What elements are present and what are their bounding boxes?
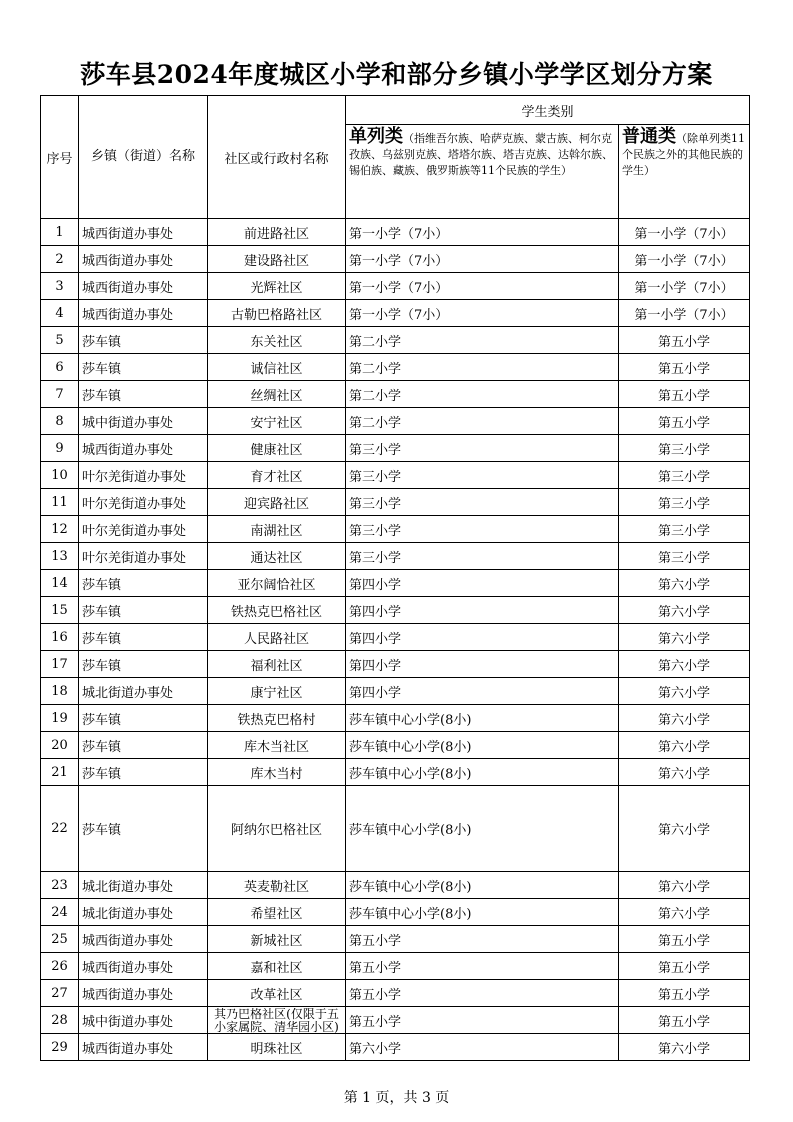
row-number: 22 xyxy=(41,786,79,872)
row-normal-school: 第六小学 xyxy=(619,899,750,926)
row-community: 健康社区 xyxy=(208,435,346,462)
page-title: 莎车县2024年度城区小学和部分乡镇小学学区划分方案 xyxy=(80,60,713,89)
row-single-school: 第四小学 xyxy=(346,597,619,624)
row-single-school: 第三小学 xyxy=(346,543,619,570)
row-number: 19 xyxy=(41,705,79,732)
page-footer: 第 1 页，共 3 页 xyxy=(343,1090,450,1106)
row-number: 16 xyxy=(41,624,79,651)
row-number: 4 xyxy=(41,300,79,327)
row-number: 8 xyxy=(41,408,79,435)
row-single-school: 第四小学 xyxy=(346,624,619,651)
row-community: 铁热克巴格社区 xyxy=(208,597,346,624)
row-community xyxy=(208,1007,346,1034)
row-community: 库木当村 xyxy=(208,759,346,786)
row-single-school: 莎车镇中心小学(8小) xyxy=(346,872,619,899)
header-single-type xyxy=(346,125,619,219)
row-single-school: 第五小学 xyxy=(346,953,619,980)
row-town: 叶尔羌街道办事处 xyxy=(79,516,208,543)
row-number: 12 xyxy=(41,516,79,543)
row-normal-school: 第六小学 xyxy=(619,570,750,597)
row-normal-school: 第六小学 xyxy=(619,1034,750,1061)
row-normal-school: 第六小学 xyxy=(619,678,750,705)
table-row xyxy=(41,678,750,705)
row-number: 1 xyxy=(41,219,79,246)
row-normal-school: 第三小学 xyxy=(619,489,750,516)
table-row xyxy=(41,759,750,786)
row-single-school: 第一小学（7小） xyxy=(346,300,619,327)
row-single-school: 第三小学 xyxy=(346,435,619,462)
table-row xyxy=(41,597,750,624)
row-single-school: 第二小学 xyxy=(346,327,619,354)
row-normal-school: 第六小学 xyxy=(619,651,750,678)
row-single-school: 第二小学 xyxy=(346,408,619,435)
table-row xyxy=(41,953,750,980)
row-number: 28 xyxy=(41,1007,79,1034)
row-community: 新城社区 xyxy=(208,926,346,953)
row-community: 南湖社区 xyxy=(208,516,346,543)
table-row xyxy=(41,705,750,732)
row-number: 15 xyxy=(41,597,79,624)
row-community-text: 其乃巴格社区(仅限于五小家属院、清华园小区) xyxy=(214,1007,339,1033)
row-town: 叶尔羌街道办事处 xyxy=(79,462,208,489)
table-row xyxy=(41,980,750,1007)
table-row xyxy=(41,273,750,300)
row-town: 莎车镇 xyxy=(79,732,208,759)
table-row xyxy=(41,489,750,516)
normal-type-note: （除单列类11个民族之外的其他民族的学生） xyxy=(622,132,745,177)
row-number: 11 xyxy=(41,489,79,516)
row-community: 前进路社区 xyxy=(208,219,346,246)
row-community: 育才社区 xyxy=(208,462,346,489)
row-single-school: 第三小学 xyxy=(346,489,619,516)
row-town: 城西街道办事处 xyxy=(79,246,208,273)
row-number: 24 xyxy=(41,899,79,926)
row-town: 城西街道办事处 xyxy=(79,219,208,246)
row-community: 人民路社区 xyxy=(208,624,346,651)
row-community: 迎宾路社区 xyxy=(208,489,346,516)
table-row xyxy=(41,219,750,246)
single-type-note: （指维吾尔族、哈萨克族、蒙古族、柯尔克孜族、乌兹别克族、塔塔尔族、塔吉克族、达斡尔族、锡伯族、藏族、俄罗斯族等11个民族的学生） xyxy=(349,132,613,177)
row-town: 莎车镇 xyxy=(79,327,208,354)
row-normal-school: 第五小学 xyxy=(619,381,750,408)
row-community: 安宁社区 xyxy=(208,408,346,435)
row-community: 建设路社区 xyxy=(208,246,346,273)
row-single-school: 莎车镇中心小学(8小) xyxy=(346,759,619,786)
row-community: 铁热克巴格村 xyxy=(208,705,346,732)
row-normal-school: 第一小学（7小） xyxy=(619,300,750,327)
row-single-school: 第一小学（7小） xyxy=(346,246,619,273)
row-number: 27 xyxy=(41,980,79,1007)
row-town: 莎车镇 xyxy=(79,381,208,408)
row-single-school: 莎车镇中心小学(8小) xyxy=(346,786,619,872)
row-number: 25 xyxy=(41,926,79,953)
row-single-school: 第四小学 xyxy=(346,678,619,705)
row-normal-school: 第三小学 xyxy=(619,435,750,462)
table-row xyxy=(41,246,750,273)
row-town: 城西街道办事处 xyxy=(79,980,208,1007)
row-community: 光辉社区 xyxy=(208,273,346,300)
row-single-school: 第一小学（7小） xyxy=(346,219,619,246)
row-normal-school: 第五小学 xyxy=(619,980,750,1007)
table-row xyxy=(41,327,750,354)
row-single-school: 第三小学 xyxy=(346,462,619,489)
row-number: 10 xyxy=(41,462,79,489)
row-community: 明珠社区 xyxy=(208,1034,346,1061)
row-town: 城西街道办事处 xyxy=(79,435,208,462)
table-row xyxy=(41,543,750,570)
row-number: 7 xyxy=(41,381,79,408)
table-row xyxy=(41,516,750,543)
table-row xyxy=(41,570,750,597)
row-community: 改革社区 xyxy=(208,980,346,1007)
row-community: 英麦勒社区 xyxy=(208,872,346,899)
row-single-school: 第六小学 xyxy=(346,1034,619,1061)
row-community: 古勒巴格路社区 xyxy=(208,300,346,327)
row-single-school: 莎车镇中心小学(8小) xyxy=(346,899,619,926)
row-normal-school: 第六小学 xyxy=(619,759,750,786)
row-community: 阿纳尔巴格社区 xyxy=(208,786,346,872)
row-town: 莎车镇 xyxy=(79,570,208,597)
row-community: 丝绸社区 xyxy=(208,381,346,408)
row-town: 城西街道办事处 xyxy=(79,300,208,327)
row-number: 6 xyxy=(41,354,79,381)
row-number: 9 xyxy=(41,435,79,462)
row-town: 莎车镇 xyxy=(79,759,208,786)
table-row xyxy=(41,732,750,759)
row-town: 莎车镇 xyxy=(79,786,208,872)
table-row xyxy=(41,872,750,899)
row-number: 3 xyxy=(41,273,79,300)
row-town: 城西街道办事处 xyxy=(79,953,208,980)
row-normal-school: 第一小学（7小） xyxy=(619,219,750,246)
row-normal-school: 第五小学 xyxy=(619,354,750,381)
row-community: 东关社区 xyxy=(208,327,346,354)
row-town: 莎车镇 xyxy=(79,354,208,381)
row-town: 城中街道办事处 xyxy=(79,1007,208,1034)
row-single-school: 第一小学（7小） xyxy=(346,273,619,300)
district-table xyxy=(40,95,750,1061)
row-normal-school: 第六小学 xyxy=(619,705,750,732)
row-community: 嘉和社区 xyxy=(208,953,346,980)
table-row xyxy=(41,381,750,408)
row-community: 通达社区 xyxy=(208,543,346,570)
row-number: 14 xyxy=(41,570,79,597)
row-normal-school: 第六小学 xyxy=(619,597,750,624)
row-town: 莎车镇 xyxy=(79,624,208,651)
row-number: 29 xyxy=(41,1034,79,1061)
header-town: 乡镇（街道）名称 xyxy=(79,96,208,219)
row-town: 城西街道办事处 xyxy=(79,926,208,953)
row-number: 2 xyxy=(41,246,79,273)
row-normal-school: 第六小学 xyxy=(619,732,750,759)
table-row xyxy=(41,408,750,435)
row-single-school: 第二小学 xyxy=(346,354,619,381)
row-number: 26 xyxy=(41,953,79,980)
row-community: 希望社区 xyxy=(208,899,346,926)
row-single-school: 第三小学 xyxy=(346,516,619,543)
normal-type-title: 普通类 xyxy=(622,126,676,147)
row-town: 城西街道办事处 xyxy=(79,273,208,300)
table-row xyxy=(41,1034,750,1061)
row-single-school: 第五小学 xyxy=(346,1007,619,1034)
row-town: 叶尔羌街道办事处 xyxy=(79,489,208,516)
row-normal-school: 第五小学 xyxy=(619,953,750,980)
row-number: 18 xyxy=(41,678,79,705)
row-town: 城北街道办事处 xyxy=(79,872,208,899)
row-number: 21 xyxy=(41,759,79,786)
row-number: 5 xyxy=(41,327,79,354)
row-town: 莎车镇 xyxy=(79,705,208,732)
row-town: 城北街道办事处 xyxy=(79,678,208,705)
table-row xyxy=(41,624,750,651)
header-seq: 序号 xyxy=(41,96,79,219)
table-row xyxy=(41,1007,750,1034)
row-community: 康宁社区 xyxy=(208,678,346,705)
table-row xyxy=(41,462,750,489)
row-number: 13 xyxy=(41,543,79,570)
single-type-title: 单列类 xyxy=(349,126,403,147)
table-row xyxy=(41,354,750,381)
row-number: 23 xyxy=(41,872,79,899)
row-normal-school: 第三小学 xyxy=(619,516,750,543)
row-single-school: 莎车镇中心小学(8小) xyxy=(346,732,619,759)
row-normal-school: 第五小学 xyxy=(619,408,750,435)
row-normal-school: 第五小学 xyxy=(619,926,750,953)
table-row xyxy=(41,926,750,953)
header-normal-type xyxy=(619,125,750,219)
row-normal-school: 第一小学（7小） xyxy=(619,246,750,273)
row-single-school: 第四小学 xyxy=(346,570,619,597)
row-community: 库木当社区 xyxy=(208,732,346,759)
row-town: 叶尔羌街道办事处 xyxy=(79,543,208,570)
row-single-school: 第五小学 xyxy=(346,926,619,953)
row-town: 城中街道办事处 xyxy=(79,408,208,435)
table-row xyxy=(41,899,750,926)
row-single-school: 第四小学 xyxy=(346,651,619,678)
table-row xyxy=(41,651,750,678)
row-town: 城西街道办事处 xyxy=(79,1034,208,1061)
row-number: 17 xyxy=(41,651,79,678)
row-normal-school: 第三小学 xyxy=(619,543,750,570)
row-community: 亚尔阔恰社区 xyxy=(208,570,346,597)
row-single-school: 第五小学 xyxy=(346,980,619,1007)
row-town: 莎车镇 xyxy=(79,651,208,678)
row-single-school: 莎车镇中心小学(8小) xyxy=(346,705,619,732)
row-normal-school: 第五小学 xyxy=(619,1007,750,1034)
row-town: 莎车镇 xyxy=(79,597,208,624)
row-normal-school: 第六小学 xyxy=(619,624,750,651)
row-normal-school: 第一小学（7小） xyxy=(619,273,750,300)
row-community: 福利社区 xyxy=(208,651,346,678)
row-normal-school: 第三小学 xyxy=(619,462,750,489)
row-number: 20 xyxy=(41,732,79,759)
row-normal-school: 第六小学 xyxy=(619,872,750,899)
row-town: 城北街道办事处 xyxy=(79,899,208,926)
table-row xyxy=(41,786,750,872)
table-row xyxy=(41,435,750,462)
header-community: 社区或行政村名称 xyxy=(208,96,346,219)
row-normal-school: 第六小学 xyxy=(619,786,750,872)
header-student-type: 学生类别 xyxy=(346,96,750,125)
table-row xyxy=(41,300,750,327)
row-community: 诚信社区 xyxy=(208,354,346,381)
row-single-school: 第二小学 xyxy=(346,381,619,408)
row-normal-school: 第五小学 xyxy=(619,327,750,354)
